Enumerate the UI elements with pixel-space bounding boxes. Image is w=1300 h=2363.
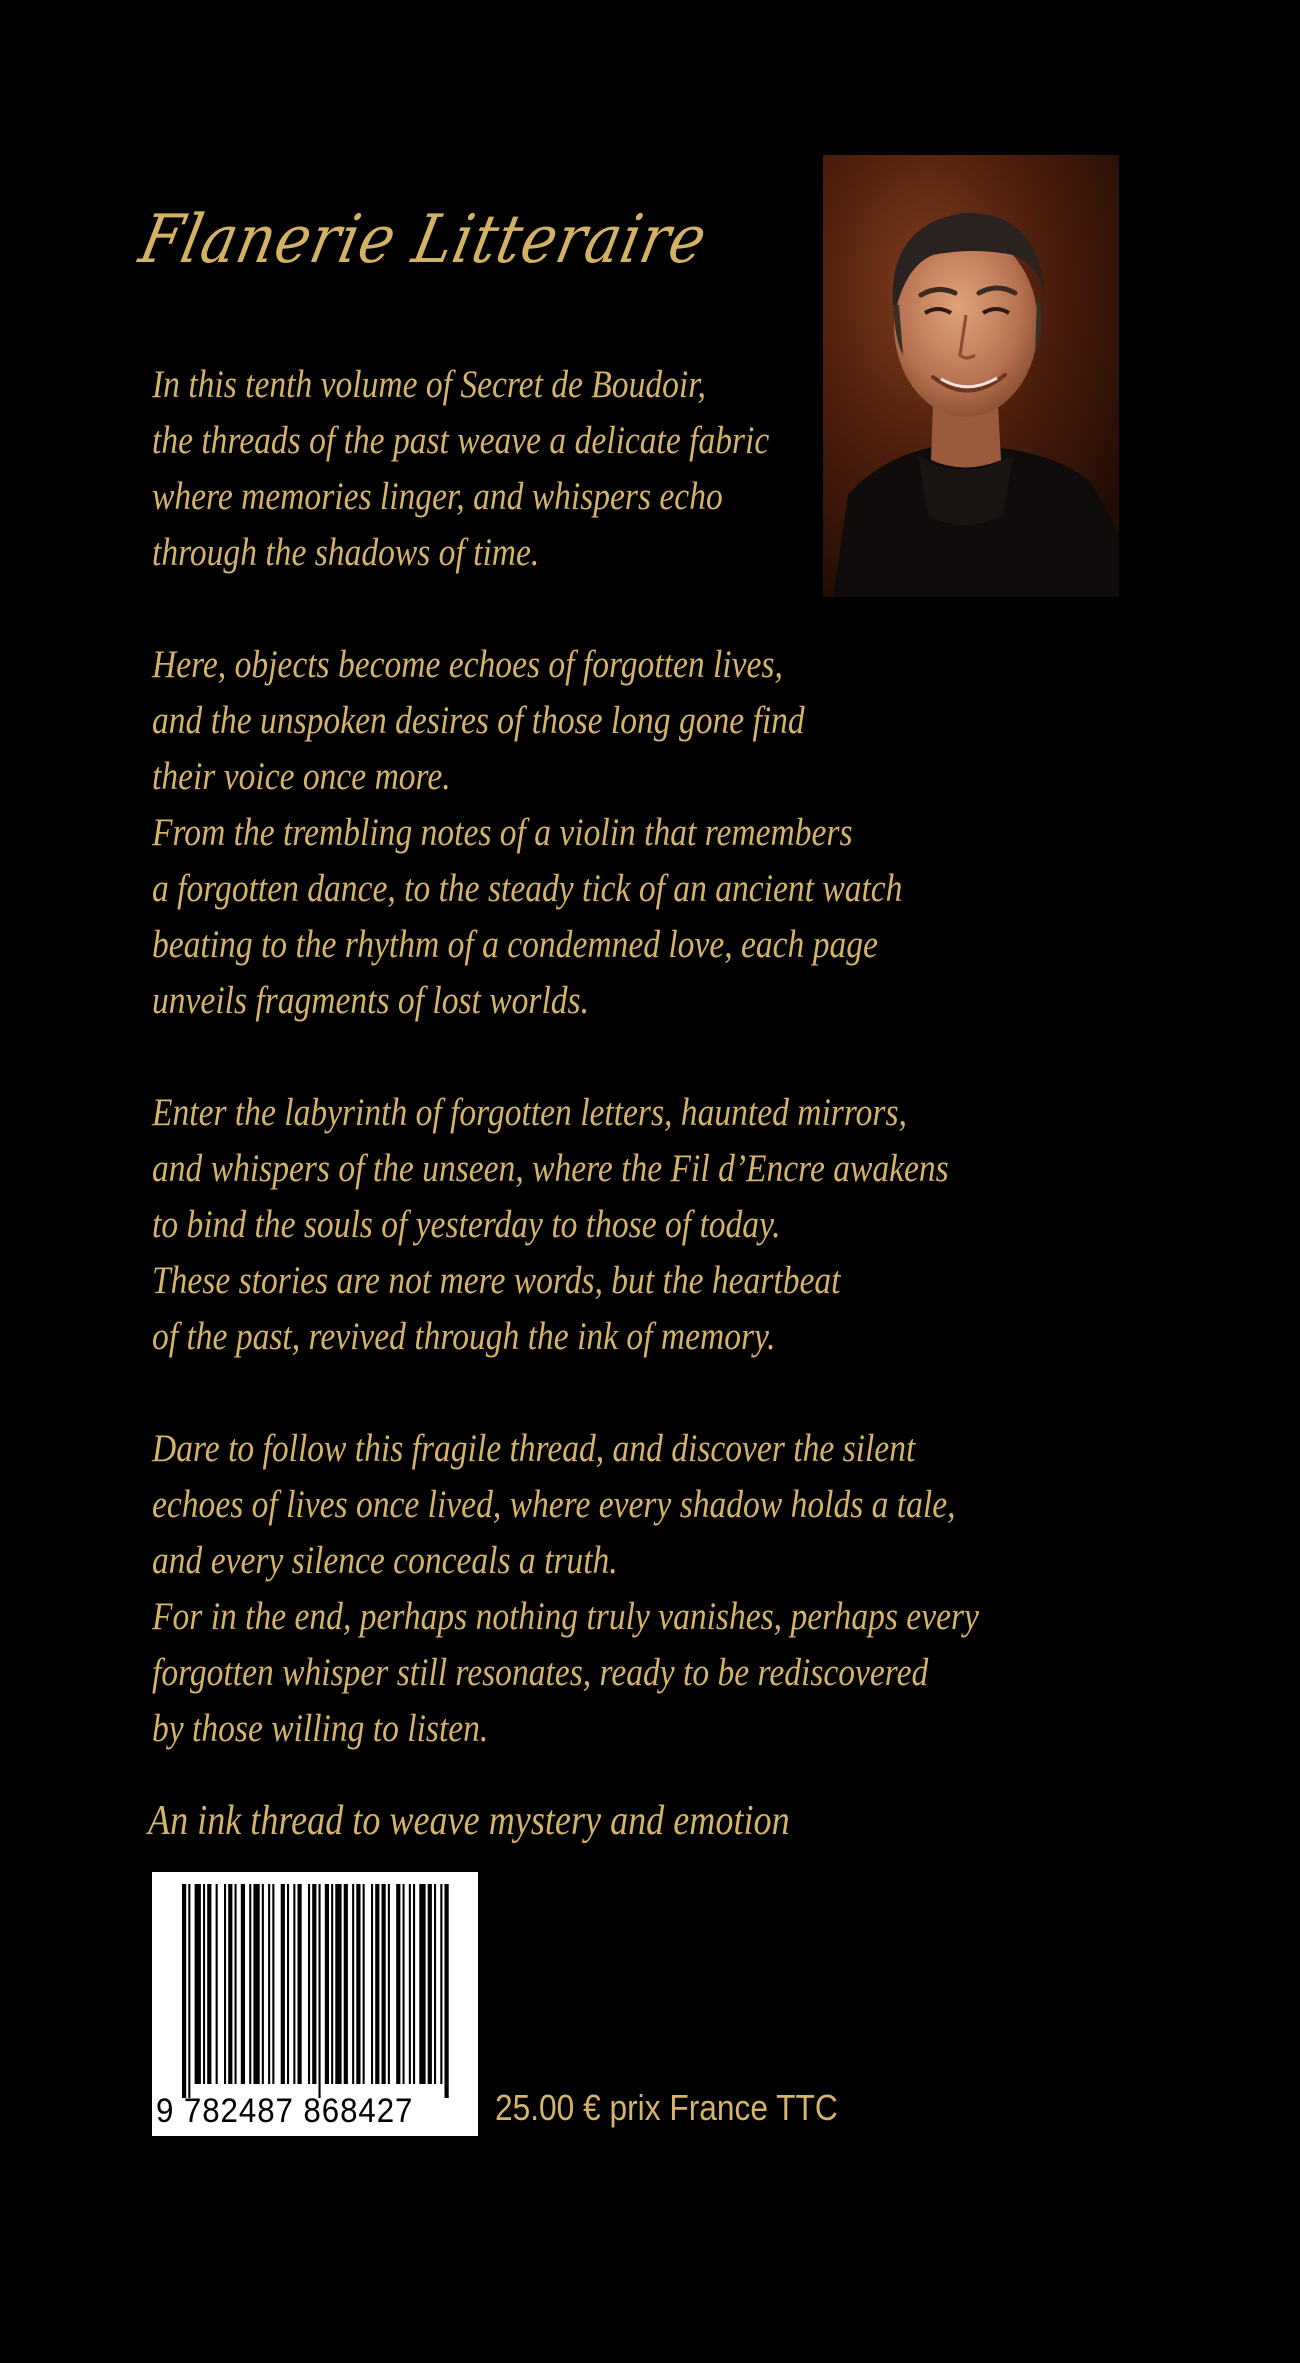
barcode-bar [396, 1884, 400, 2084]
barcode-bar [228, 1884, 232, 2084]
barcode-bar [188, 1884, 190, 2098]
barcode-bar [331, 1884, 333, 2084]
barcode-bar [268, 1884, 270, 2084]
blurb-line: where memories linger, and whispers echo [152, 475, 723, 518]
barcode-bar [308, 1884, 310, 2084]
barcode-bar [344, 1884, 348, 2084]
blurb-line: by those willing to listen. [152, 1707, 489, 1750]
barcode-bar [241, 1884, 245, 2084]
blurb-line: These stories are not mere words, but the heartbeat [152, 1259, 841, 1302]
barcode-bar [319, 1884, 321, 2098]
barcode-bar [298, 1884, 302, 2084]
blurb-paragraph-3 [152, 1085, 949, 1365]
barcode-bar [235, 1884, 237, 2084]
barcode-bar [287, 1884, 289, 2084]
barcode-bar [262, 1884, 264, 2084]
barcode-bar [363, 1884, 365, 2084]
barcode-bar [440, 1884, 442, 2084]
barcode-bar [419, 1884, 425, 2084]
blurb-line: From the trembling notes of a violin that remembers [152, 811, 853, 854]
barcode-bar [388, 1884, 390, 2084]
barcode-bar [428, 1884, 432, 2084]
barcode-bar [249, 1884, 251, 2084]
barcode-bar [445, 1884, 449, 2098]
blurb-text [152, 357, 979, 1813]
barcode-bar [382, 1884, 386, 2084]
blurb-line: echoes of lives once lived, where every shadow holds a tale, [152, 1483, 956, 1526]
blurb-line: through the shadows of time. [152, 531, 540, 574]
barcode-bar [293, 1884, 295, 2084]
barcode-bar [325, 1884, 329, 2084]
barcode-bar [403, 1884, 405, 2084]
barcode-bar [312, 1884, 316, 2084]
barcode-bar [207, 1884, 211, 2084]
barcode-bar [203, 1884, 205, 2084]
barcode-bar [182, 1884, 186, 2098]
isbn-number: 9 782487 868427 [156, 2092, 414, 2130]
blurb-line: For in the end, perhaps nothing truly vanishes, perhaps every [152, 1595, 979, 1638]
blurb-line: the threads of the past weave a delicate fabric [152, 419, 770, 462]
barcode-bar [356, 1884, 360, 2084]
barcode-bar [335, 1884, 341, 2084]
blurb-line: of the past, revived through the ink of memory. [152, 1315, 776, 1358]
blurb-line: Dare to follow this fragile thread, and discover the silent [152, 1427, 916, 1470]
blurb-line: and the unspoken desires of those long gone find [152, 699, 805, 742]
price-label: 25.00 € prix France TTC [495, 2087, 838, 2128]
barcode-bar [371, 1884, 373, 2084]
blurb-line: and every silence conceals a truth. [152, 1539, 618, 1582]
barcode-bar [253, 1884, 259, 2084]
blurb-line: and whispers of the unseen, where the Fil d’Encre awakens [152, 1147, 949, 1190]
blurb-paragraph-1 [152, 357, 909, 581]
barcode-bar [281, 1884, 285, 2084]
blurb-line: Enter the labyrinth of forgotten letters, haunted mirrors, [152, 1091, 907, 1134]
blurb-line: beating to the rhythm of a condemned love, each page [152, 923, 878, 966]
barcode-bar [409, 1884, 411, 2084]
blurb-line: unveils fragments of lost worlds. [152, 979, 589, 1022]
tagline: An ink thread to weave mystery and emotion [148, 1798, 790, 1844]
isbn-barcode [152, 1872, 478, 2136]
barcode-bar [272, 1884, 274, 2084]
script-title: Flanerie Litteraire [133, 200, 715, 279]
blurb-line: their voice once more. [152, 755, 451, 798]
barcode-bar [434, 1884, 436, 2084]
blurb-line: forgotten whisper still resonates, ready to be rediscovered [152, 1651, 929, 1694]
barcode-bar [375, 1884, 379, 2084]
barcode-bar [224, 1884, 226, 2084]
blurb-line: a forgotten dance, to the steady tick of an ancient watch [152, 867, 903, 910]
blurb-line: In this tenth volume of Secret de Boudoir, [152, 363, 706, 406]
barcode-bar [413, 1884, 415, 2084]
blurb-line: to bind the souls of yesterday to those of today. [152, 1203, 781, 1246]
barcode-bar [216, 1884, 218, 2084]
blurb-paragraph-2 [152, 637, 909, 1029]
blurb-paragraph-4 [152, 1421, 979, 1757]
barcode-bar [195, 1884, 201, 2084]
blurb-line: Here, objects become echoes of forgotten lives, [152, 643, 783, 686]
barcode-bar [352, 1884, 354, 2084]
